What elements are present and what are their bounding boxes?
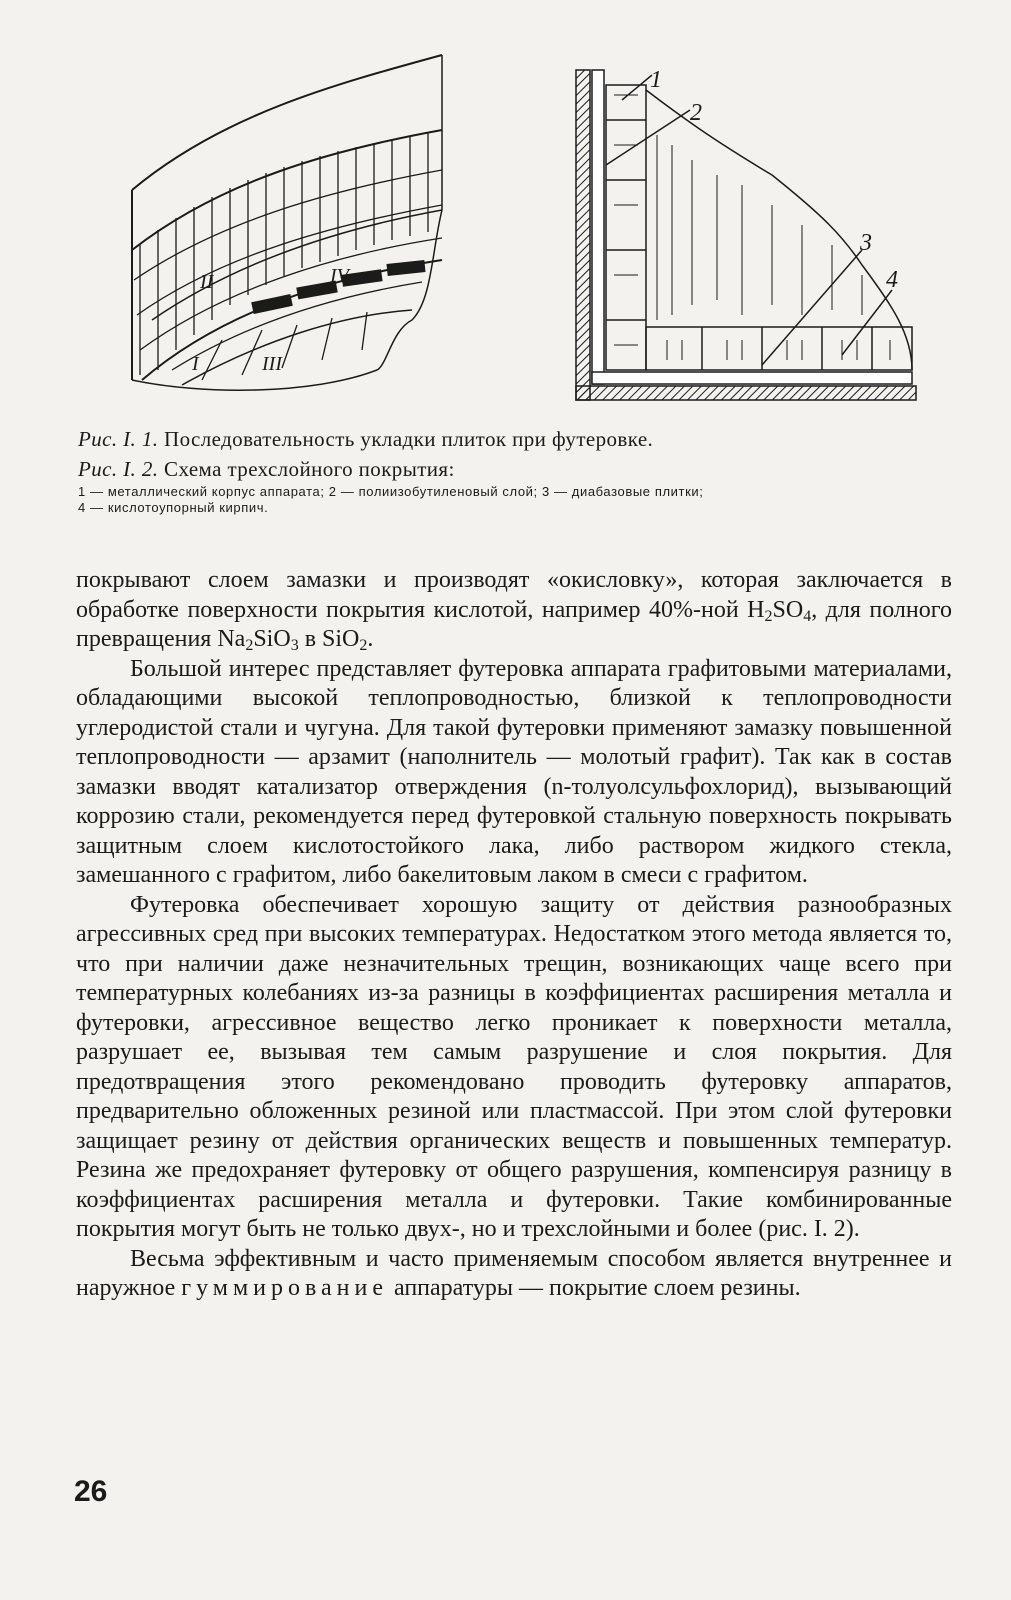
formula-subscript: 2 — [359, 637, 368, 654]
formula-part: Na — [217, 626, 246, 652]
fig1-label-III: III — [262, 353, 282, 375]
caption-fig-1-prefix: Рис. I. 1. — [78, 427, 159, 451]
caption-fig-2 — [78, 454, 958, 484]
fig1-label-I: I — [192, 353, 199, 375]
formula-subscript: 2 — [245, 637, 254, 654]
figure-captions — [78, 424, 958, 516]
figure-1-tile-lining-drawing — [112, 50, 457, 405]
formula-subscript: 3 — [290, 637, 299, 654]
legend-item-4: 4 — кислотоупорный кирпич. — [78, 500, 269, 515]
paragraph-4-text: Весьма эффективным и часто применяемым способом является внутреннее и наружное — [76, 1245, 952, 1301]
paragraph-1-text: , для полного превращения — [76, 596, 952, 652]
caption-fig-2-text: Схема трехслойного покрытия: — [158, 457, 455, 481]
legend-item-2: 2 — полиизобутиленовый слой; — [328, 484, 538, 499]
formula-subscript: 2 — [764, 607, 773, 625]
fig1-label-II: II — [200, 271, 214, 293]
paragraph-3: Футеровка обеспечивает хорошую защиту от действия разнообразных агрессивных сред при высоких температурах. Недостатком этого метода является то, что при наличии даже незначительных трещин, возникающих чаще всего при температурных колебаниях из-за разницы в коэффициентах расширения металла и футеровки, агрессивное вещество легко проникает к поверхности металла, разрушает ее, вызывая тем самым разрушение и слоя покрытия. Для предотвращения этого рекомендовано проводить футеровку аппаратов, предварительно обложенных резиной или пластмассой. При этом слой футеровки защищает резину от действия органических веществ и повышенных температур. Резина же предохраняет футеровку от общего разрушения, компенсируя разницу в коэффициентах расширения металла и футеровки. Такие комбинированные покрытия могут быть не только двух-, но и трехслойными и более (рис. I. 2). — [76, 891, 952, 1242]
paragraph-1-text: в — [298, 626, 323, 652]
body-text — [76, 566, 952, 1304]
page-number: 26 — [74, 1475, 108, 1508]
caption-fig-2-legend — [78, 484, 958, 516]
paragraph-4 — [76, 1245, 952, 1304]
caption-fig-1-text: Последовательность укладки плиток при футеровке. — [158, 427, 654, 451]
paragraph-1 — [76, 566, 952, 655]
fig2-label-4: 4 — [886, 267, 898, 293]
formula-part: SiO — [253, 626, 291, 652]
fig2-label-1: 1 — [650, 67, 662, 93]
fig2-label-3: 3 — [860, 230, 872, 256]
figures-area — [0, 0, 1011, 410]
legend-item-3: 3 — диабазовые плитки; — [541, 484, 704, 499]
figure-2-three-layer-coating-drawing — [572, 65, 917, 405]
formula-part: SiO — [322, 626, 360, 652]
paragraph-4-text: аппаратуры — покрытие слоем резины. — [388, 1275, 801, 1301]
formula-part: SO — [772, 596, 804, 623]
legend-item-1: 1 — металлический корпус аппарата; — [78, 484, 325, 499]
caption-fig-1 — [78, 424, 958, 454]
paragraph-1-text: . — [367, 626, 374, 652]
fig2-label-2: 2 — [690, 100, 702, 126]
caption-fig-2-prefix: Рис. I. 2. — [78, 457, 159, 481]
spaced-term: гуммирование — [181, 1275, 388, 1301]
paragraph-1-text: покрывают слоем замазки и производят «окисловку», которая заключается в обработке поверхности покрытия кислотой, например 40%-ной — [76, 567, 952, 623]
formula-subscript: 4 — [803, 607, 812, 625]
paragraph-2: Большой интерес представляет футеровка аппарата графитовыми материалами, обладающими высокой теплопроводностью, близкой к теплопроводности углеродистой стали и чугуна. Для такой футеровки применяют замазку повышенной теплопроводности — арзамит (наполнитель — молотый графит). Так как в состав замазки вводят катализатор отверждения (n-толуолсульфохлорид), вызывающий коррозию стали, рекомендуется перед футеровкой стальную поверхность покрывать защитным слоем кислотостойкого лака, либо раствором жидкого стекла, замешанного с графитом, либо бакелитовым лаком в смеси с графитом. — [76, 655, 952, 888]
fig1-label-IV: IV — [330, 265, 349, 287]
formula-part: H — [747, 596, 765, 623]
